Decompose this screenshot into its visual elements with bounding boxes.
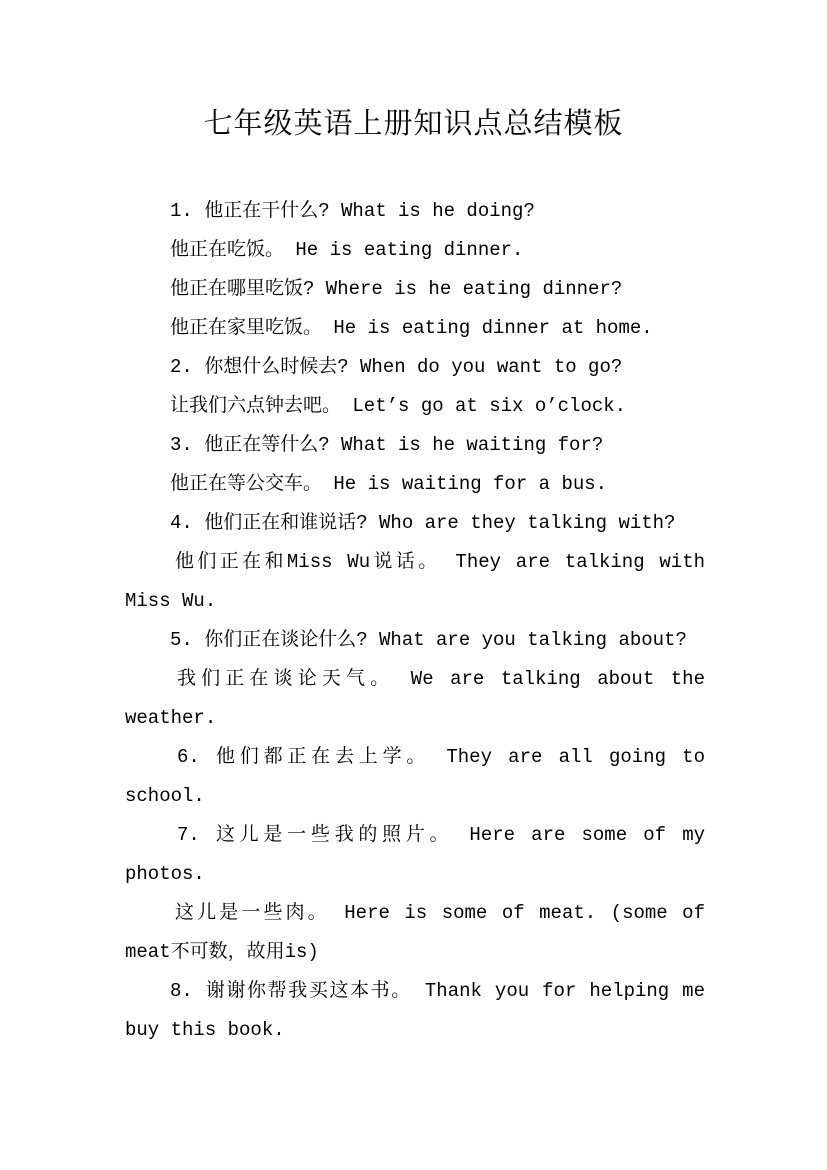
text-line: 6. 他们都正在去上学。 They are all going to bbox=[177, 746, 705, 768]
document-title: 七年级英语上册知识点总结模板 bbox=[203, 106, 624, 140]
text-line: school. bbox=[125, 785, 205, 807]
text-line: photos. bbox=[125, 863, 205, 885]
text-line: 8. 谢谢你帮我买这本书。 Thank you for helping me bbox=[170, 980, 705, 1002]
text-line: 我们正在谈论天气。 We are talking about the bbox=[177, 668, 705, 690]
text-line: 3. 他正在等什么? What is he waiting for? bbox=[170, 434, 604, 456]
text-line: meat不可数，故用is) bbox=[125, 941, 319, 963]
text-line: Miss Wu. bbox=[125, 590, 217, 612]
text-line: 7. 这儿是一些我的照片。 Here are some of my bbox=[177, 824, 705, 846]
text-line: buy this book. bbox=[125, 1019, 285, 1041]
text-line: 他们正在和Miss Wu说话。 They are talking with bbox=[175, 551, 705, 573]
text-line: 2. 你想什么时候去? When do you want to go? bbox=[170, 356, 623, 378]
text-line: 他正在等公交车。 He is waiting for a bus. bbox=[170, 473, 608, 495]
document-body bbox=[125, 192, 705, 1050]
text-line: 让我们六点钟去吧。 Let’s go at six o’clock. bbox=[170, 395, 627, 417]
text-line: 1. 他正在干什么? What is he doing? bbox=[170, 200, 535, 222]
text-line: 他正在吃饭。 He is eating dinner. bbox=[170, 239, 524, 261]
text-line: weather. bbox=[125, 707, 217, 729]
text-line: 这儿是一些肉。 Here is some of meat. (some of bbox=[175, 902, 705, 924]
text-line: 他正在家里吃饭。 He is eating dinner at home. bbox=[170, 317, 653, 339]
text-line: 5. 你们正在谈论什么? What are you talking about? bbox=[170, 629, 687, 651]
text-line: 4. 他们正在和谁说话? Who are they talking with? bbox=[170, 512, 676, 534]
text-line: 他正在哪里吃饭? Where is he eating dinner? bbox=[170, 278, 623, 300]
